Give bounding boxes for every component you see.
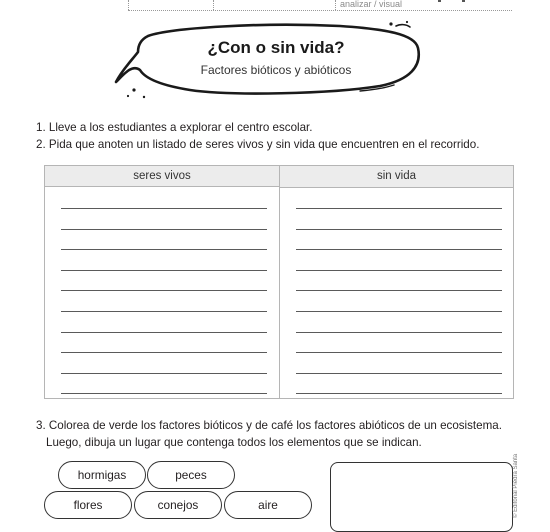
writing-line-seres-vivos[interactable] — [61, 270, 267, 271]
top-divider-3 — [335, 0, 336, 10]
writing-line-seres-vivos[interactable] — [61, 208, 267, 209]
table-header-sin-vida: sin vida — [280, 166, 513, 188]
writing-line-seres-vivos[interactable] — [61, 249, 267, 250]
living-nonliving-table — [44, 165, 514, 399]
writing-line-seres-vivos[interactable] — [61, 229, 267, 230]
table-header-seres-vivos: seres vivos — [45, 166, 280, 187]
writing-line-sin-vida[interactable] — [296, 290, 502, 291]
writing-line-sin-vida[interactable] — [296, 393, 502, 394]
instruction-2: 2. Pida que anoten un listado de seres vivos y sin vida que encuentren en el recorrido. — [36, 138, 480, 151]
writing-line-sin-vida[interactable] — [296, 352, 502, 353]
title-cloud-shape — [110, 20, 430, 102]
writing-line-seres-vivos[interactable] — [61, 352, 267, 353]
writing-line-seres-vivos[interactable] — [61, 311, 267, 312]
writing-line-seres-vivos[interactable] — [61, 393, 267, 394]
writing-line-sin-vida[interactable] — [296, 208, 502, 209]
word-pill-hormigas[interactable]: hormigas — [58, 461, 146, 489]
word-pill-peces[interactable]: peces — [147, 461, 235, 489]
drawing-area[interactable] — [330, 462, 513, 532]
top-dotted-line — [128, 10, 512, 11]
instruction-1: 1. Lleve a los estudiantes a explorar el centro escolar. — [36, 121, 313, 134]
instruction-3: 3. Colorea de verde los factores bióticos y de café los factores abióticos de un ecosistema. — [36, 419, 502, 432]
top-divider-2 — [213, 0, 214, 10]
writing-line-seres-vivos[interactable] — [61, 290, 267, 291]
writing-line-sin-vida[interactable] — [296, 270, 502, 271]
page-subtitle: Factores bióticos y abióticos — [200, 63, 352, 77]
top-partial-label: analizar / visual — [340, 0, 403, 9]
word-pill-aire[interactable]: aire — [224, 491, 312, 519]
table-column-divider — [279, 187, 280, 398]
writing-line-sin-vida[interactable] — [296, 311, 502, 312]
word-pill-flores[interactable]: flores — [44, 491, 132, 519]
top-mark — [438, 0, 441, 2]
top-mark — [462, 0, 465, 2]
writing-line-seres-vivos[interactable] — [61, 373, 267, 374]
writing-line-sin-vida[interactable] — [296, 332, 502, 333]
instruction-3-continued: Luego, dibuja un lugar que contenga todos los elementos que se indican. — [46, 436, 422, 449]
writing-line-sin-vida[interactable] — [296, 229, 502, 230]
page-title: ¿Con o sin vida? — [207, 38, 345, 57]
writing-line-seres-vivos[interactable] — [61, 332, 267, 333]
writing-line-sin-vida[interactable] — [296, 373, 502, 374]
copyright-notice: © Editorial Piedra Santa — [513, 453, 519, 518]
writing-line-sin-vida[interactable] — [296, 249, 502, 250]
word-pill-conejos[interactable]: conejos — [134, 491, 222, 519]
top-divider-1 — [128, 0, 129, 10]
